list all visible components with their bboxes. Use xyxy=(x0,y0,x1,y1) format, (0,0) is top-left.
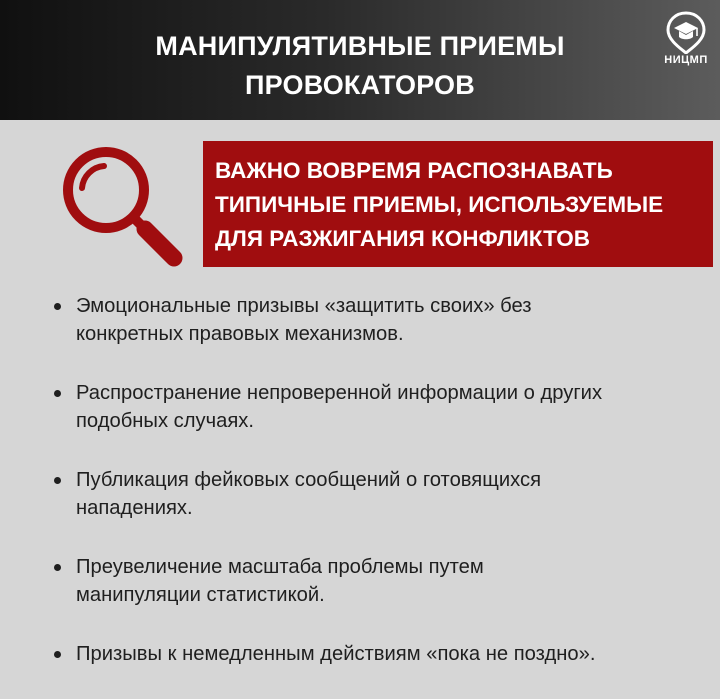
key-message-box xyxy=(203,141,713,267)
bullet-dot-icon xyxy=(54,651,61,658)
logo xyxy=(656,10,716,72)
list-item xyxy=(52,466,712,522)
list-item xyxy=(52,379,712,435)
key-message-line: ТИПИЧНЫЕ ПРИЕМЫ, ИСПОЛЬЗУЕМЫЕ xyxy=(215,192,664,217)
magnifier-icon xyxy=(56,142,186,272)
graduation-cap-pin-icon xyxy=(656,10,716,54)
key-message-line: ВАЖНО ВОВРЕМЯ РАСПОЗНАВАТЬ xyxy=(215,158,613,183)
logo-text: НИЦМП xyxy=(664,54,708,66)
key-message-line: ДЛЯ РАЗЖИГАНИЯ КОНФЛИКТОВ xyxy=(215,226,591,251)
page-title-line: ПРОВОКАТОРОВ xyxy=(245,70,475,100)
list-item xyxy=(52,292,712,348)
header-banner xyxy=(0,0,720,120)
list-item xyxy=(52,553,712,609)
list-item-text: конкретных правовых механизмов. xyxy=(76,323,404,345)
list-item-text: подобных случаях. xyxy=(76,410,254,432)
list-item xyxy=(52,640,712,668)
bullet-dot-icon xyxy=(54,390,61,397)
tactics-list xyxy=(52,292,712,699)
list-item-text: Эмоциональные призывы «защитить своих» без xyxy=(76,295,532,317)
bullet-dot-icon xyxy=(54,303,61,310)
list-item-text: Публикация фейковых сообщений о готовящихся xyxy=(76,469,542,491)
list-item-text: Преувеличение масштаба проблемы путем xyxy=(76,556,484,578)
page-title xyxy=(110,27,610,105)
page-title-line: МАНИПУЛЯТИВНЫЕ ПРИЕМЫ xyxy=(155,31,565,61)
list-item-text: Распространение непроверенной информации о других xyxy=(76,382,603,404)
list-item-text: манипуляции статистикой. xyxy=(76,584,325,606)
list-item-text: нападениях. xyxy=(76,497,193,519)
list-item-text: Призывы к немедленным действиям «пока не поздно». xyxy=(76,643,596,665)
bullet-dot-icon xyxy=(54,564,61,571)
bullet-dot-icon xyxy=(54,477,61,484)
